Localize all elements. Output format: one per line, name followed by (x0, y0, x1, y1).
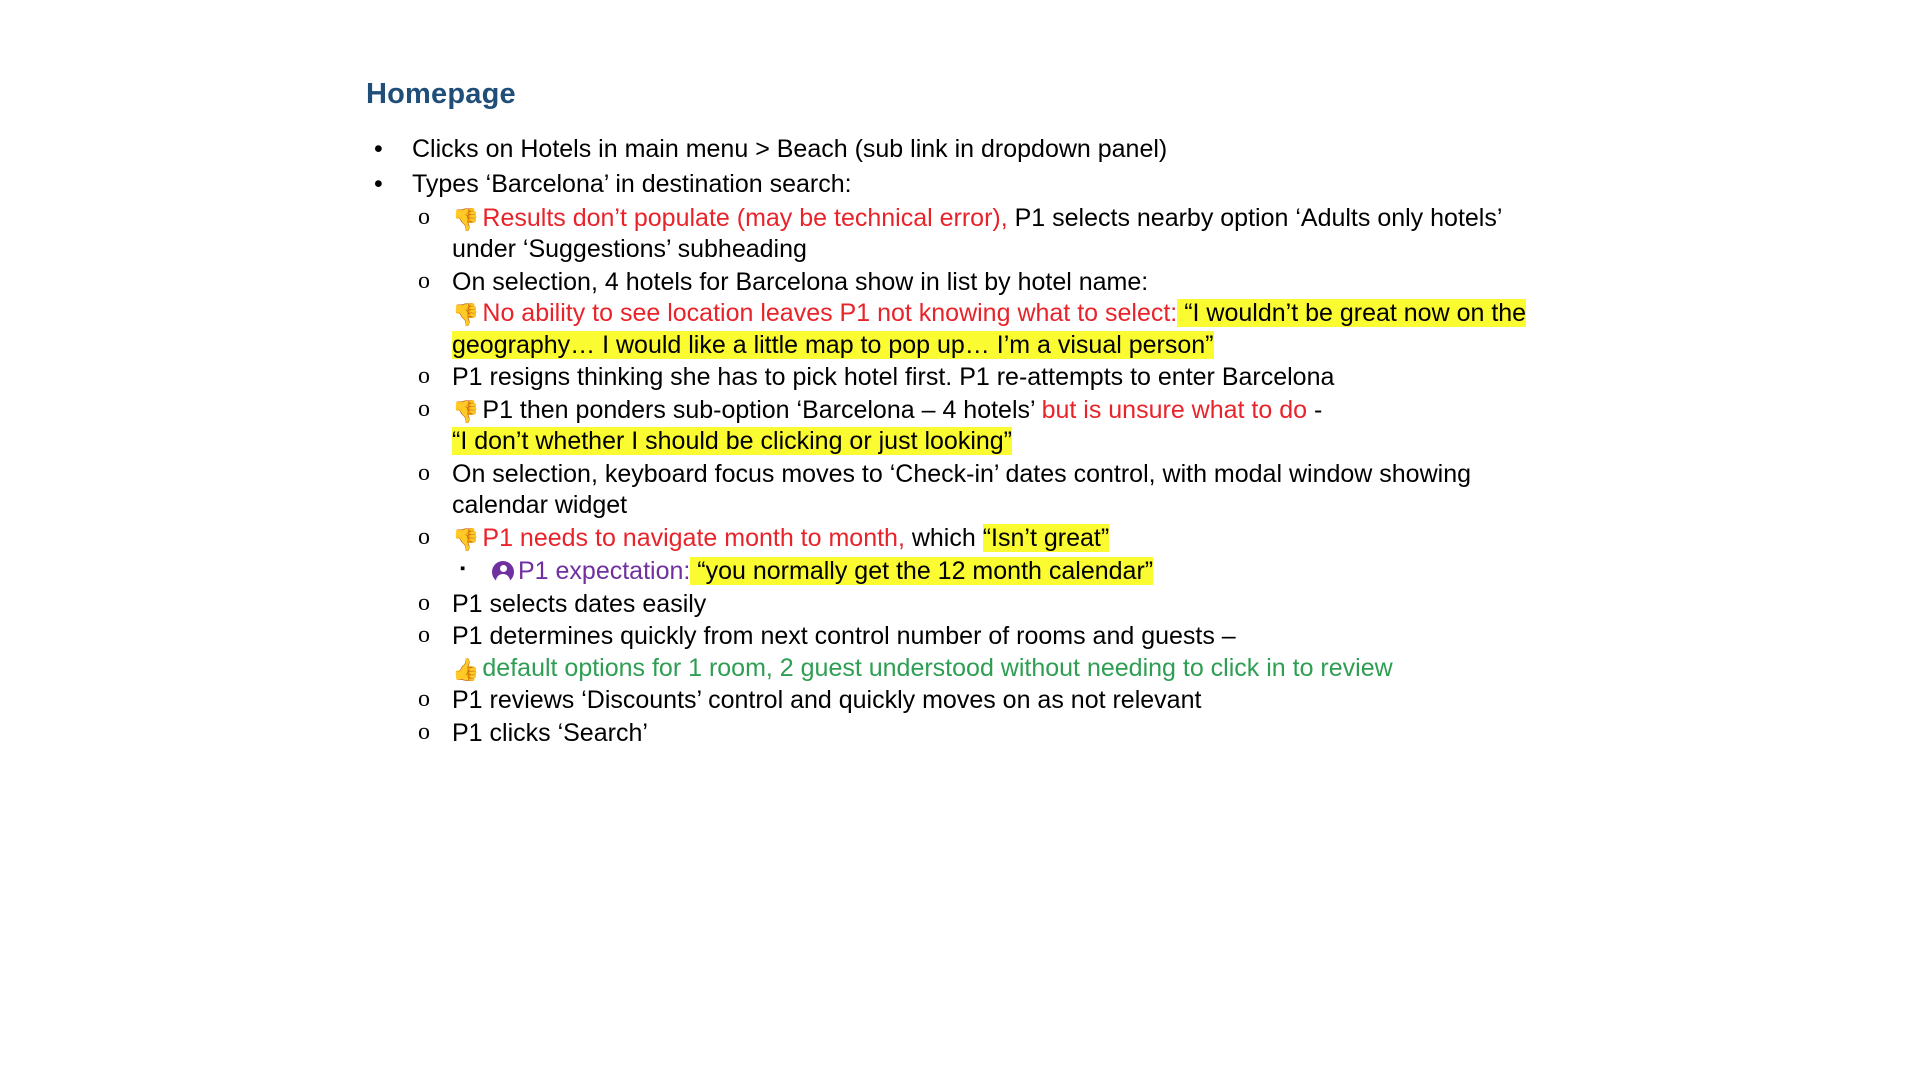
bullet-glyph-level2: o (418, 395, 430, 422)
list-item-text: P1 selects dates easily (452, 589, 707, 618)
list-item-text-red: P1 needs to navigate month to month, (482, 523, 905, 552)
list-item-text-highlighted: “Isn’t great” (982, 523, 1110, 552)
list-item-text-highlighted: “you normally get the 12 month calendar” (690, 557, 1154, 585)
list-item (412, 459, 1566, 522)
list-item (366, 133, 1566, 165)
list-item (412, 362, 1566, 394)
list-item (412, 395, 1566, 458)
thumbs-down-icon: 👎 (452, 206, 480, 232)
list-item-text: P1 clicks ‘Search’ (452, 718, 648, 747)
list-item-text: Clicks on Hotels in main menu > Beach (sub link in dropdown panel) (412, 135, 1168, 163)
person-icon (492, 561, 514, 583)
thumbs-up-icon: 👍 (452, 656, 480, 682)
list-item-text: On selection, 4 hotels for Barcelona show in list by hotel name: (452, 267, 1149, 296)
list-item (412, 523, 1566, 588)
bullet-glyph-level2: o (418, 589, 430, 616)
list-item (412, 685, 1566, 717)
list-item (412, 589, 1566, 621)
list-item-text: P1 resigns thinking she has to pick hotel first. P1 re-attempts to enter Barcelona (452, 363, 1335, 391)
bullet-glyph-level2: o (418, 267, 430, 294)
bullet-glyph-level2: o (418, 718, 430, 745)
bullet-glyph-level1: • (374, 170, 383, 199)
thumbs-down-icon: 👎 (452, 526, 480, 552)
list-item-text-red: Results don’t populate (may be technical error), (482, 203, 1008, 232)
list-item-text: - (1307, 395, 1323, 424)
list-item (412, 203, 1566, 266)
bullet-glyph-level2: o (418, 363, 430, 389)
list-item (412, 718, 1566, 750)
list-item-text-highlighted: “I don’t whether I should be clicking or just looking” (452, 427, 1013, 455)
list-item-text: P1 reviews ‘Discounts’ control and quickly moves on as not relevant (452, 686, 1202, 714)
bullet-glyph-level2: o (418, 622, 430, 648)
list-item-text: On selection, keyboard focus moves to ‘Check-in’ dates control, with modal window showing calendar widget (452, 459, 1472, 519)
list-item (412, 267, 1566, 362)
list-item-text-red: No ability to see location leaves P1 not knowing what to select: (482, 299, 1178, 327)
list-item-text: Types ‘Barcelona’ in destination search: (412, 170, 852, 199)
list-item-text: P1 determines quickly from next control number of rooms and guests – (452, 622, 1236, 650)
list-item-text-highlighted: “I wouldn’t be great now on the geography… I would like a little map to pop up… I’m a visual person” (452, 299, 1527, 359)
page-title: Homepage (366, 78, 516, 110)
bullet-glyph-level3: ▪ (460, 560, 466, 577)
bullet-glyph-level2: o (418, 686, 430, 712)
list-item (366, 168, 1566, 749)
list-item (412, 621, 1566, 684)
bullet-glyph-level2: o (418, 203, 430, 230)
thumbs-down-icon: 👎 (452, 398, 480, 424)
list-item-text: P1 selects nearby option ‘Adults only hotels’ under ‘Suggestions’ subheading (452, 203, 1502, 263)
list-item-text: P1 then ponders sub-option ‘Barcelona – 4 hotels’ (482, 395, 1042, 424)
list-item-text-purple: P1 expectation: (518, 557, 691, 585)
bullet-list-level3 (452, 556, 1566, 588)
bullet-list-level1 (366, 133, 1566, 749)
list-item-text: which (904, 523, 983, 552)
list-item-text-red: but is unsure what to do (1041, 395, 1308, 424)
bullet-glyph-level1: • (374, 135, 383, 163)
bullet-list-level2 (412, 203, 1566, 750)
thumbs-down-icon: 👎 (452, 302, 480, 327)
list-item (452, 556, 1566, 588)
slide-content (366, 78, 1566, 752)
bullet-glyph-level2: o (418, 523, 430, 550)
bullet-glyph-level2: o (418, 459, 430, 486)
list-item-text-green: default options for 1 room, 2 guest understood without needing to click in to review (482, 653, 1393, 682)
